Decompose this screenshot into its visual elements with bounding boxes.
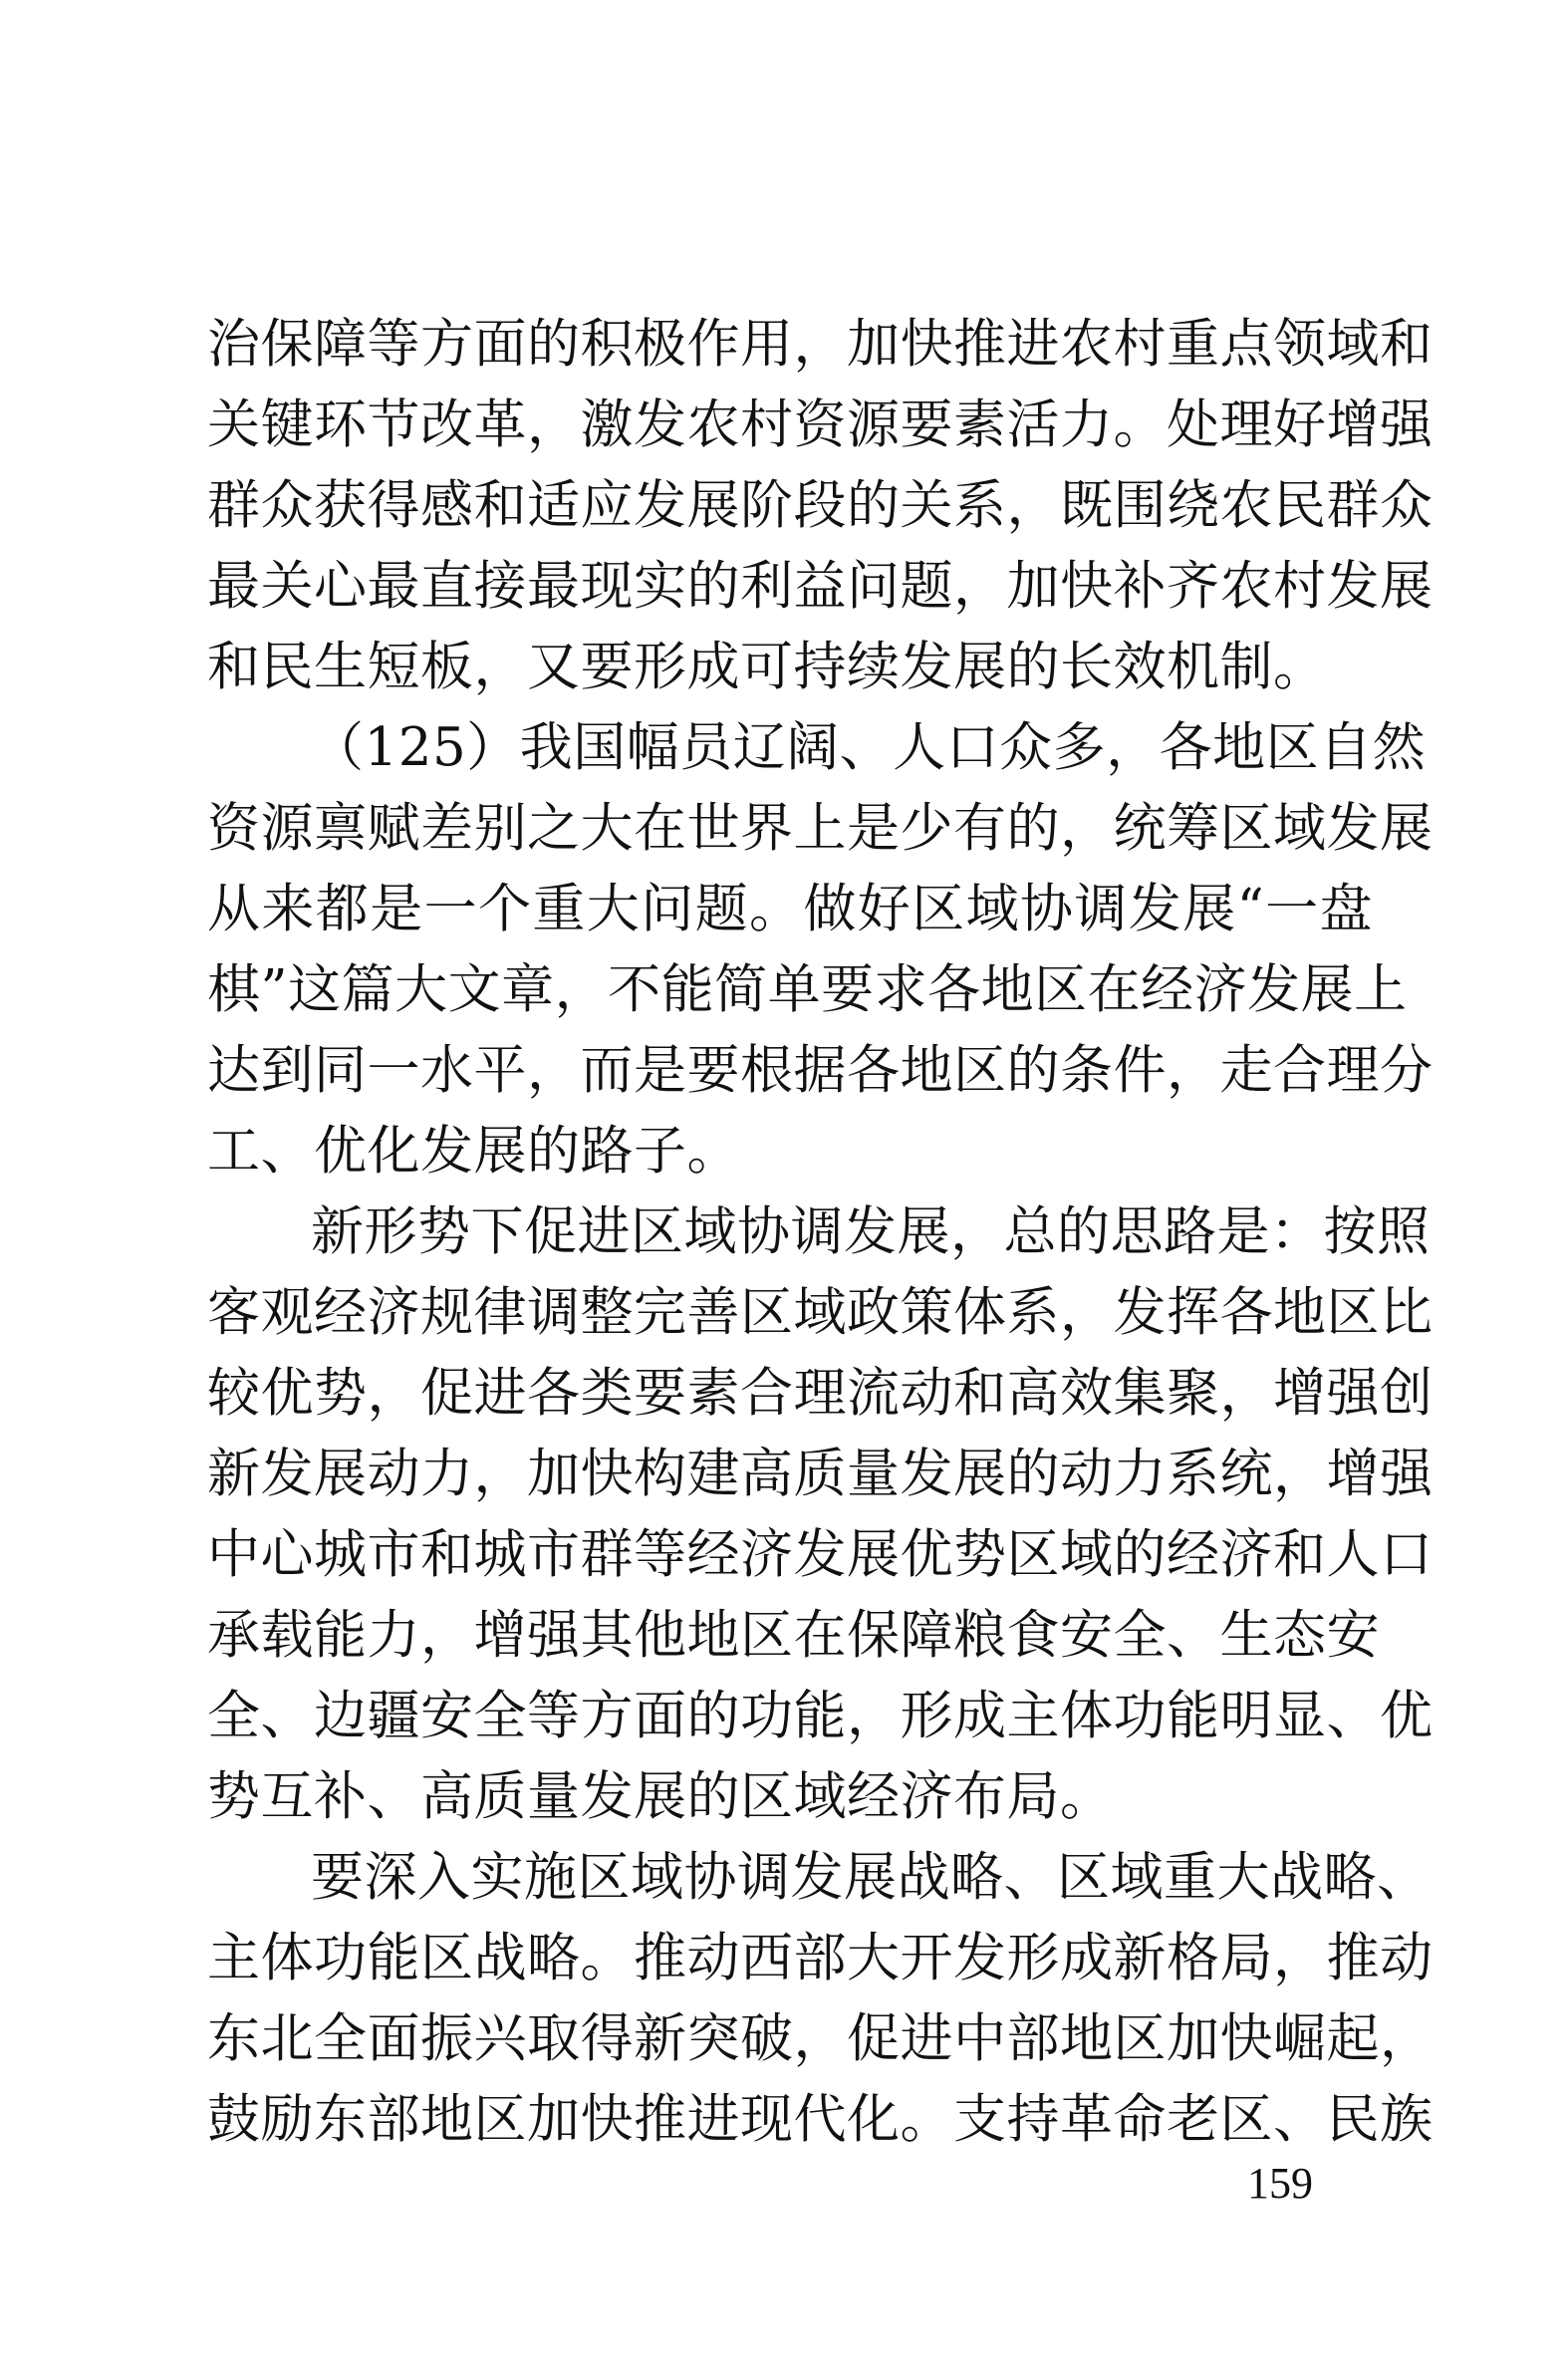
page-text xyxy=(207,304,1434,2160)
text-line: 客观经济规律调整完善区域政策体系，发挥各地区比 xyxy=(207,1282,1434,1343)
paragraph-2 xyxy=(207,707,1434,1191)
text-line: 治保障等方面的积极作用，加快推进农村重点领域和 xyxy=(207,314,1434,375)
text-line: 全、边疆安全等方面的功能，形成主体功能明显、优 xyxy=(207,1686,1434,1746)
text-line: 势互补、高质量发展的区域经济布局。 xyxy=(207,1766,1114,1827)
text-line: 资源禀赋差别之大在世界上是少有的，统筹区域发展 xyxy=(207,798,1434,859)
text-line: 中心城市和城市群等经济发展优势区域的经济和人口 xyxy=(207,1524,1434,1585)
text-line: 东北全面振兴取得新突破，促进中部地区加快崛起， xyxy=(207,2008,1434,2069)
text-line: 和民生短板，又要形成可持续发展的长效机制。 xyxy=(207,637,1327,697)
text-line: 棋”这篇大文章，不能简单要求各地区在经济发展上 xyxy=(207,959,1408,1020)
text-line: 从来都是一个重大问题。做好区域协调发展“一盘 xyxy=(207,879,1373,939)
paragraph-3 xyxy=(207,1191,1434,1837)
text-line: 鼓励东部地区加快推进现代化。支持革命老区、民族 xyxy=(207,2089,1434,2150)
text-line: 主体功能区战略。推动西部大开发形成新格局，推动 xyxy=(207,1928,1434,1988)
text-line: 群众获得感和适应发展阶段的关系，既围绕农民群众 xyxy=(207,475,1434,536)
page-number: 159 xyxy=(1247,2159,1313,2208)
text-line: 最关心最直接最现实的利益问题，加快补齐农村发展 xyxy=(207,556,1434,617)
text-line: 达到同一水平，而是要根据各地区的条件，走合理分 xyxy=(207,1040,1434,1101)
text-line: （125）我国幅员辽阔、人口众多，各地区自然 xyxy=(311,717,1427,778)
text-line: 要深入实施区域协调发展战略、区域重大战略、 xyxy=(311,1847,1431,1908)
paragraph-4 xyxy=(207,1837,1434,2160)
text-line: 工、优化发展的路子。 xyxy=(207,1121,740,1182)
paragraph-1 xyxy=(207,304,1434,707)
text-line: 新形势下促进区域协调发展，总的思路是：按照 xyxy=(311,1201,1431,1262)
text-line: 承载能力，增强其他地区在保障粮食安全、生态安 xyxy=(207,1605,1380,1666)
text-line: 关键环节改革，激发农村资源要素活力。处理好增强 xyxy=(207,395,1434,455)
text-line: 较优势，促进各类要素合理流动和高效集聚，增强创 xyxy=(207,1363,1434,1424)
text-line: 新发展动力，加快构建高质量发展的动力系统，增强 xyxy=(207,1444,1434,1504)
